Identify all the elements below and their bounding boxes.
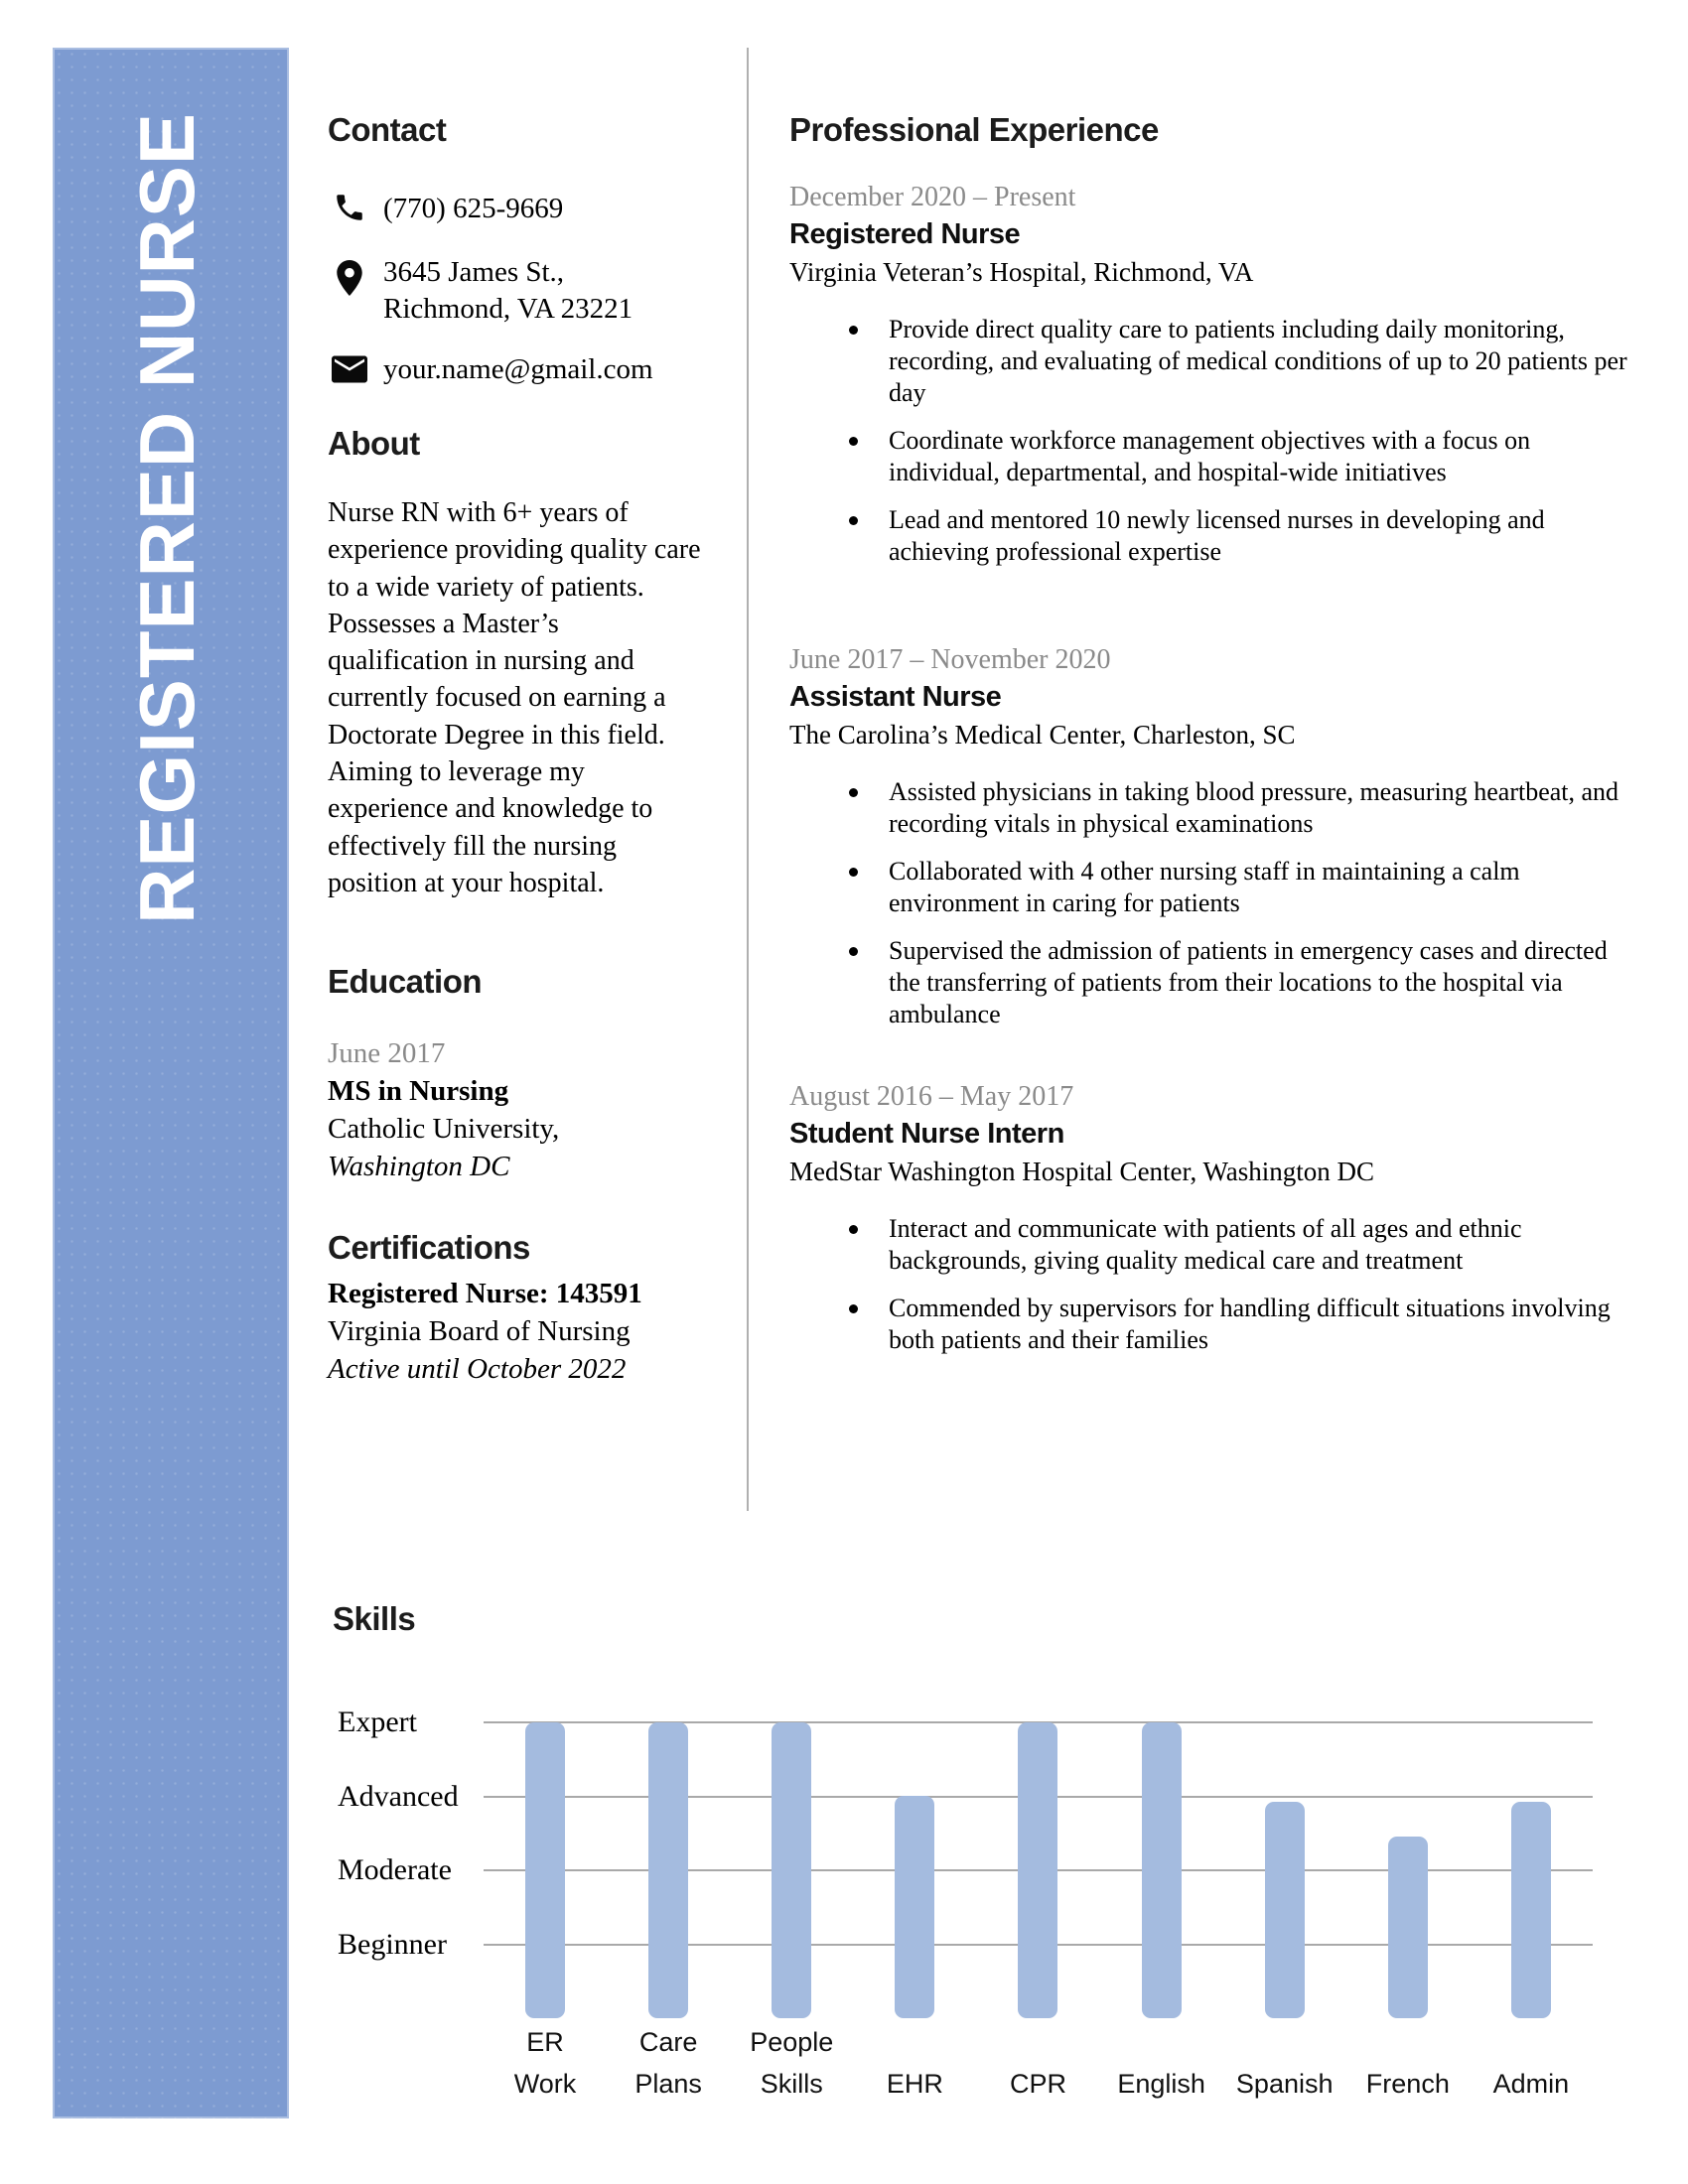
chart-category-label-line (853, 2021, 976, 2063)
skills-heading: Skills (333, 1600, 416, 1637)
chart-category-label (484, 2021, 607, 2105)
chart-bar-slot (853, 1702, 976, 2018)
chart-category-label-line (1100, 2021, 1223, 2063)
chart-bar-slot (976, 1702, 1099, 2018)
certifications-heading: Certifications (328, 1229, 530, 1266)
skill-bar-ehr (895, 1796, 934, 2018)
email-icon (332, 351, 367, 383)
contact-heading: Contact (328, 111, 447, 148)
job-bullet: Lead and mentored 10 newly licensed nurses in developing and achieving professional expertise (789, 504, 1643, 568)
chart-category-label (1100, 2021, 1223, 2105)
education-date: June 2017 (328, 1037, 446, 1069)
sidebar-vertical-title: REGISTERED NURSE (123, 112, 211, 924)
education-entry (328, 1034, 559, 1185)
chart-category-label-line: Spanish (1235, 2069, 1334, 2099)
skill-bar-people-skills (772, 1722, 811, 2018)
chart-bar-slot (484, 1702, 607, 2018)
education-school: Catholic University, (328, 1113, 560, 1145)
phone-icon (332, 191, 367, 224)
skills-bar-chart (338, 1702, 1593, 2018)
chart-category-label (976, 2021, 1099, 2105)
chart-category-label-line: Skills (760, 2069, 823, 2099)
chart-category-label (607, 2021, 730, 2105)
column-divider (747, 48, 749, 1511)
job-bullet-list (789, 314, 1643, 568)
job-entry-assistant-nurse (789, 643, 1643, 1046)
location-icon (332, 254, 367, 296)
job-bullet: Commended by supervisors for handling difficult situations involving both patients and their families (789, 1293, 1643, 1356)
chart-bar-slot (1470, 1702, 1593, 2018)
skill-bar-english (1142, 1722, 1182, 2018)
chart-category-label (1346, 2021, 1470, 2105)
chart-category-label-line: Work (513, 2069, 577, 2099)
chart-y-tick-label: Advanced (338, 1779, 459, 1813)
address-line-1: 3645 James St., (383, 256, 565, 288)
chart-category-label (853, 2021, 976, 2105)
chart-bar-slot (1100, 1702, 1223, 2018)
job-date: August 2016 – May 2017 (789, 1081, 1074, 1112)
chart-category-label-line (1346, 2021, 1470, 2063)
job-company: Virginia Veteran’s Hospital, Richmond, VA (789, 257, 1254, 287)
chart-category-label-line: Plans (634, 2069, 702, 2099)
job-date: June 2017 – November 2020 (789, 644, 1111, 675)
skill-bar-care-plans (648, 1722, 688, 2018)
skill-bar-admin (1511, 1802, 1551, 2018)
job-title: Assistant Nurse (789, 681, 1002, 713)
chart-y-tick-label: Beginner (338, 1927, 447, 1961)
certification-entry (328, 1275, 642, 1388)
chart-category-label (1223, 2021, 1346, 2105)
experience-heading: Professional Experience (789, 111, 1159, 148)
chart-bar-slot (1346, 1702, 1470, 2018)
skill-bar-er-work (525, 1722, 565, 2018)
job-bullet: Supervised the admission of patients in emergency cases and directed the transferring of patients from their locations to the hospital via ambulance (789, 935, 1643, 1030)
job-bullet: Interact and communicate with patients of all ages and ethnic backgrounds, giving quality medical care and treatment (789, 1213, 1643, 1277)
skill-bar-spanish (1265, 1802, 1305, 2018)
about-text: Nurse RN with 6+ years of experience providing quality care to a wide variety of patients. Possesses a Master’s qualification in nursing and currently focused on earning a Doctorate Degree in this field. Aiming to leverage my experience and knowledge to effectively fill the nursing position at your hospital. (328, 497, 701, 898)
job-bullet-list (789, 776, 1643, 1030)
job-bullet: Assisted physicians in taking blood pressure, measuring heartbeat, and recording vitals in physical examinations (789, 776, 1643, 840)
contact-email-value: your.name@gmail.com (383, 353, 653, 385)
chart-category-label (1470, 2021, 1593, 2105)
skill-bar-french (1388, 1837, 1428, 2018)
chart-category-label-line: CPR (1009, 2069, 1066, 2099)
job-title: Registered Nurse (789, 218, 1021, 250)
job-company: The Carolina’s Medical Center, Charleston, SC (789, 720, 1296, 750)
chart-bar-slot (730, 1702, 853, 2018)
chart-category-label-line (1223, 2021, 1346, 2063)
education-heading: Education (328, 963, 483, 1000)
chart-category-label-line: French (1365, 2069, 1450, 2099)
chart-y-tick-label: Moderate (338, 1853, 452, 1886)
chart-category-label-line: Care (638, 2027, 698, 2057)
education-degree: MS in Nursing (328, 1075, 509, 1107)
job-bullet: Coordinate workforce management objectives with a focus on individual, departmental, and hospital-wide initiatives (789, 425, 1643, 488)
contact-phone-value: (770) 625-9669 (383, 193, 564, 224)
contact-row-phone (332, 191, 563, 227)
job-bullet: Provide direct quality care to patients including daily monitoring, recording, and evaluating of medical conditions of up to 20 patients per day (789, 314, 1643, 409)
chart-y-tick-label: Expert (338, 1706, 417, 1738)
chart-category-label-line: English (1117, 2069, 1205, 2099)
job-title: Student Nurse Intern (789, 1118, 1064, 1150)
certification-validity: Active until October 2022 (328, 1353, 627, 1385)
address-line-2: Richmond, VA 23221 (383, 293, 633, 325)
chart-category-label-line: Admin (1492, 2069, 1570, 2099)
job-bullet-list (789, 1213, 1643, 1356)
job-bullet: Collaborated with 4 other nursing staff in maintaining a calm environment in caring for patients (789, 856, 1643, 919)
job-company: MedStar Washington Hospital Center, Washington DC (789, 1157, 1375, 1186)
chart-category-label-line (1470, 2021, 1593, 2063)
job-entry-registered-nurse (789, 181, 1643, 584)
education-location: Washington DC (328, 1151, 510, 1182)
skill-bar-cpr (1018, 1722, 1057, 2018)
chart-category-labels (484, 2021, 1593, 2105)
contact-row-address (332, 254, 633, 328)
chart-bars (484, 1702, 1593, 2018)
job-entry-student-nurse-intern (789, 1080, 1643, 1372)
chart-plot-area (484, 1702, 1593, 2018)
certification-license: Registered Nurse: 143591 (328, 1278, 642, 1309)
contact-address-value (383, 254, 633, 328)
contact-row-email (332, 351, 653, 388)
certification-board: Virginia Board of Nursing (328, 1315, 631, 1347)
chart-category-label-line (976, 2021, 1099, 2063)
job-date: December 2020 – Present (789, 182, 1076, 212)
about-heading: About (328, 425, 420, 462)
chart-category-label-line: People (750, 2027, 834, 2057)
chart-bar-slot (1223, 1702, 1346, 2018)
chart-category-label-line: EHR (886, 2069, 943, 2099)
chart-bar-slot (607, 1702, 730, 2018)
chart-category-label (730, 2021, 853, 2105)
chart-category-label-line: ER (526, 2027, 564, 2057)
